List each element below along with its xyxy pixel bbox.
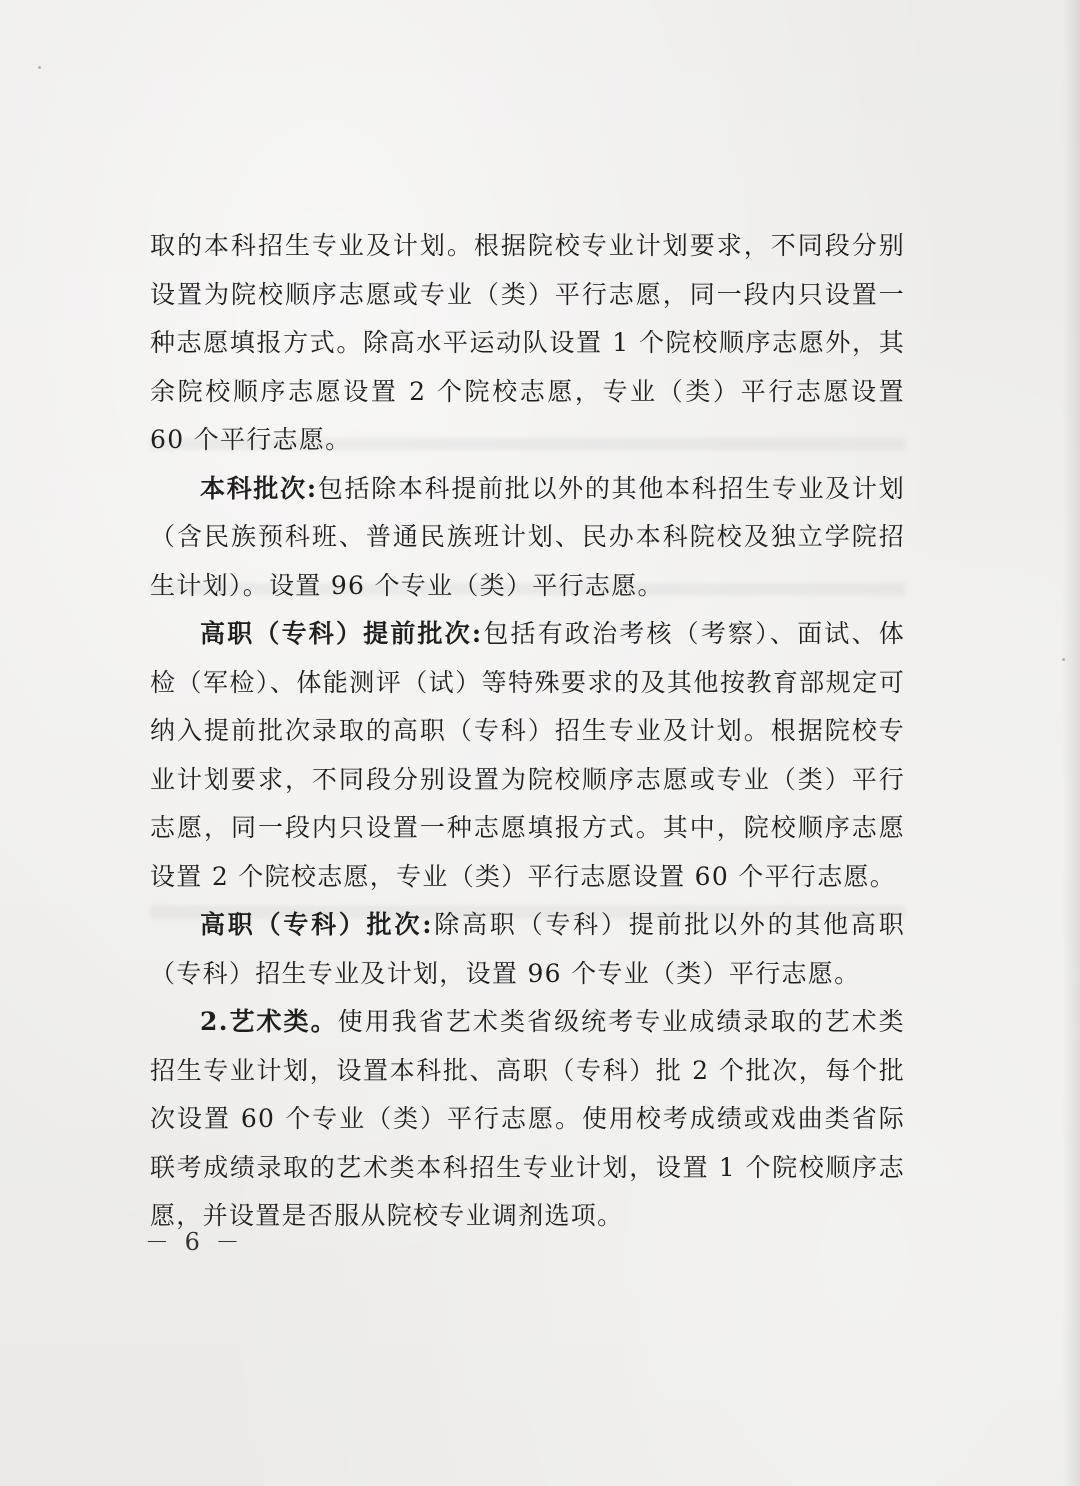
paragraph-text: 包括除本科提前批以外的其他本科招生专业及计划（含民族预科班、普通民族班计划、民办本科院校及独立学院招生计划）。设置 96 个专业（类）平行志愿。: [150, 473, 905, 600]
paragraph-vocational-early-batch: [150, 610, 905, 901]
paragraph-text: 使用我省艺术类省级统考专业成绩录取的艺术类招生专业计划，设置本科批、高职（专科）批 2 个批次，每个批次设置 60 个专业（类）平行志愿。使用校考成绩或戏曲类省际联考成绩录取的艺术类本科招生专业计划，设置 1 个院校顺序志愿，并设置是否服从院校专业调剂选项。: [150, 1007, 905, 1230]
paragraph-text: 除高职（专科）提前批以外的其他高职（专科）招生专业及计划，设置 96 个专业（类）平行志愿。: [150, 910, 905, 988]
paragraph-text: 包括有政治考核（考察）、面试、体检（军检）、体能测评（试）等特殊要求的及其他按教育部规定可纳入提前批次录取的高职（专科）招生专业及计划。根据院校专业计划要求，不同段分别设置为院校顺序志愿或专业（类）平行志愿，同一段内只设置一种志愿填报方式。其中，院校顺序志愿设置 2 个院校志愿，专业（类）平行志愿设置 60 个平行志愿。: [150, 619, 905, 891]
scan-speck: [1062, 658, 1065, 661]
paragraph-undergraduate-batch: [150, 465, 905, 611]
paragraph-heading: 2.艺术类。: [200, 1007, 338, 1036]
scan-speck: [38, 66, 41, 69]
document-body: [150, 222, 905, 1241]
page-number: － 6 －: [145, 1228, 244, 1256]
paragraph-vocational-batch: [150, 901, 905, 998]
paragraph-continuation: [150, 222, 905, 465]
paragraph-text: 取的本科招生专业及计划。根据院校专业计划要求，不同段分别设置为院校顺序志愿或专业（类）平行志愿，同一段内只设置一种志愿填报方式。除高水平运动队设置 1 个院校顺序志愿外，其余院校顺序志愿设置 2 个院校志愿，专业（类）平行志愿设置 60 个平行志愿。: [150, 231, 905, 454]
paragraph-arts-category: [150, 998, 905, 1241]
paragraph-heading: 本科批次:: [200, 473, 318, 503]
paragraph-heading: 高职（专科）提前批次:: [200, 619, 483, 648]
page-edge-shadow: [1062, 0, 1080, 1486]
paragraph-heading: 高职（专科）批次:: [200, 910, 433, 939]
